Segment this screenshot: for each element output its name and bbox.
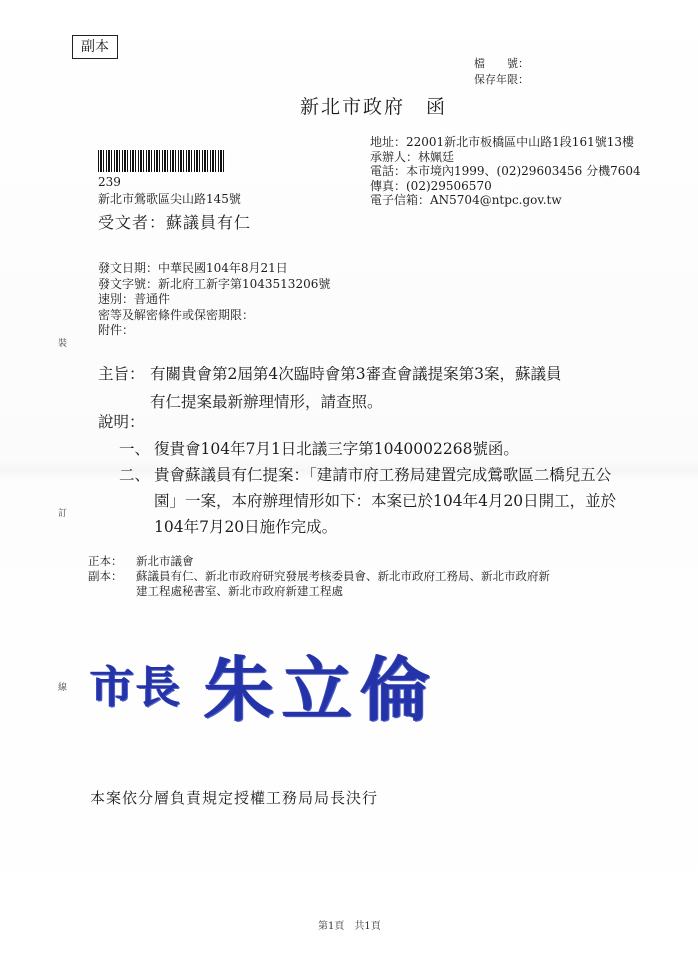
authority-note: 本案依分層負責規定授權工務局局長決行 — [90, 789, 379, 807]
issue-date: 發文日期：中華民國104年8月21日 — [98, 261, 288, 275]
file-number-label: 檔 號： — [474, 57, 529, 70]
explanation-item — [98, 436, 624, 462]
subject-line-2: 有仁提案最新辦理情形，請查照。 — [150, 393, 383, 411]
issue-number: 發文字號：新北府工新字第1043513206號 — [98, 276, 331, 291]
copy-recipient-label: 副本： — [88, 569, 123, 583]
main-recipient-value: 新北市議會 — [136, 554, 194, 568]
copy-recipient-value: 蘇議員有仁、新北市政府研究發展考核委員會、新北市政府工務局、新北市政府新建工程處秘書室、新北市政府新建工程處 — [136, 569, 550, 598]
stamp-name: 朱立倫 — [204, 648, 438, 731]
recipient: 受文者：蘇議員有仁 — [98, 213, 252, 232]
subject — [98, 360, 561, 416]
distribution — [88, 554, 556, 599]
barcode — [98, 150, 226, 172]
binding-mark: 訂 — [58, 509, 68, 519]
subject-line-1: 有關貴會第2屆第4次臨時會第3審查會議提案第3案，蘇議員 — [150, 365, 562, 383]
explanation-item-text: 復貴會104年7月1日北議三字第1040002268號函。 — [154, 440, 519, 458]
issue-attachment: 附件： — [98, 323, 135, 337]
sender-address: 地址：22001新北市板橋區中山路1段161號13樓 — [370, 135, 634, 149]
retention-label: 保存年限： — [474, 73, 529, 86]
document-title: 新北市政府 函 — [300, 96, 448, 118]
subject-label: 主旨： — [98, 365, 145, 383]
sender-email: 電子信箱：AN5704@ntpc.gov.tw — [370, 193, 562, 207]
explanation-item-number: 二、 — [118, 466, 150, 484]
sender-fax: 傳真：(02)29506570 — [370, 178, 492, 193]
issue-secrecy: 密等及解密條件或保密期限： — [98, 307, 255, 322]
stamp-title: 市長 — [90, 662, 182, 713]
explanation-item-number: 一、 — [118, 440, 150, 458]
sender-info — [370, 135, 641, 208]
binding-mark: 裝 — [58, 339, 68, 349]
issue-speed: 速別：普通件 — [98, 292, 171, 306]
mayor-signature-stamp — [90, 648, 438, 731]
recipient-address: 新北市鶯歌區尖山路145號 — [98, 192, 241, 206]
sender-handler: 承辦人：林姵廷 — [370, 149, 455, 164]
explanation-item-text: 貴會蘇議員有仁提案：「建請市府工務局建置完成鶯歌區二橋兒五公園」一案，本府辦理情形如下：本案已於104年4月20日開工，並於104年7月20日施作完成。 — [154, 466, 617, 536]
explanation-list — [98, 436, 624, 540]
file-meta — [474, 56, 529, 88]
explanation-label: 說明： — [98, 413, 145, 431]
page-number: 第1頁 共1頁 — [318, 921, 381, 932]
postal-code: 239 — [98, 175, 121, 189]
explanation-item — [98, 462, 624, 540]
binding-mark: 線 — [58, 683, 68, 693]
copy-label-box: 副本 — [72, 35, 118, 59]
issue-info — [98, 261, 330, 339]
main-recipient-label: 正本： — [88, 554, 123, 568]
sender-phone: 電話：本市境內1999、(02)29603456 分機7604 — [370, 164, 641, 178]
